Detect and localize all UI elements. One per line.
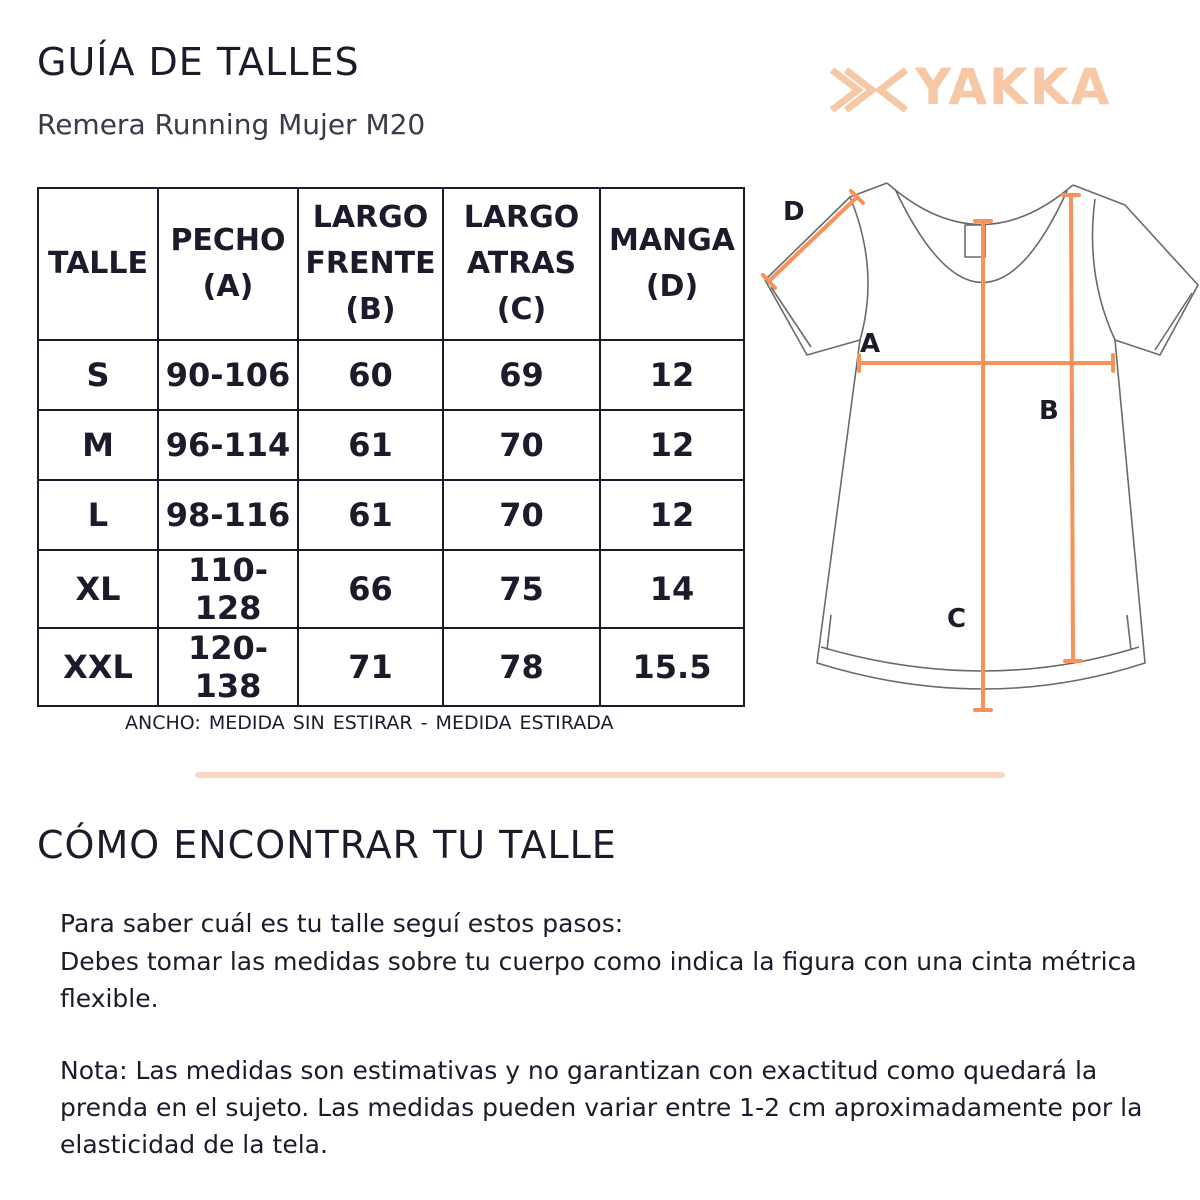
largo-atras-cell: 70 (443, 480, 600, 550)
logo-chevron-right (880, 70, 906, 110)
manga-cell: 12 (600, 340, 744, 410)
size-table-header-row (38, 188, 744, 340)
largo-atras-cell: 75 (443, 550, 600, 628)
manga-cell: 15.5 (600, 628, 744, 706)
right-sleeve-hem (1155, 293, 1192, 350)
largo-frente-cell: 61 (298, 480, 443, 550)
how-to-instructions: Debes tomar las medidas sobre tu cuerpo como indica la figura con una cinta métrica flexible. (60, 947, 1137, 1013)
side-slits (827, 615, 1131, 650)
table-row (38, 550, 744, 628)
manga-cell: 12 (600, 410, 744, 480)
right-sleeve-seam (1093, 199, 1116, 340)
table-row (38, 340, 744, 410)
manga-cell: 12 (600, 480, 744, 550)
label-b: B (1039, 396, 1059, 426)
label-a: A (860, 329, 881, 359)
table-row (38, 410, 744, 480)
size-table (37, 187, 745, 707)
size-cell: XXL (38, 628, 158, 706)
table-row (38, 628, 744, 706)
manga-cell: 14 (600, 550, 744, 628)
ancho-note: ANCHO: MEDIDA SIN ESTIRAR - MEDIDA ESTIRADA (125, 712, 614, 734)
label-d: D (783, 197, 805, 227)
pecho-cell: 90-106 (158, 340, 298, 410)
largo-frente-cell: 71 (298, 628, 443, 706)
header-largo-frente: LARGO FRENTE (B) (298, 188, 443, 340)
bottom-hem (821, 647, 1139, 671)
pecho-cell: 110-128 (158, 550, 298, 628)
product-subtitle: Remera Running Mujer M20 (37, 108, 426, 141)
size-cell: XL (38, 550, 158, 628)
largo-frente-cell: 61 (298, 410, 443, 480)
table-row (38, 480, 744, 550)
tshirt-diagram (755, 175, 1200, 720)
size-cell: M (38, 410, 158, 480)
page-title: GUÍA DE TALLES (37, 40, 360, 84)
measure-lines (763, 191, 1113, 710)
how-to-note: Nota: Las medidas son estimativas y no garantizan con exactitud como quedará la prenda en el sujeto. Las medidas pueden variar entre 1-2 cm aproximadamente por la elasticidad de la tela. (60, 1056, 1143, 1159)
label-c: C (947, 604, 967, 634)
brand-name: YAKKA (915, 58, 1112, 116)
header-manga: MANGA (D) (600, 188, 744, 340)
left-sleeve-hem (771, 287, 811, 347)
measure-b-line (1071, 195, 1073, 661)
section-divider (195, 772, 1005, 778)
header-talle: TALLE (38, 188, 158, 340)
largo-atras-cell: 78 (443, 628, 600, 706)
pecho-cell: 120-138 (158, 628, 298, 706)
header-pecho: PECHO (A) (158, 188, 298, 340)
how-to-title: CÓMO ENCONTRAR TU TALLE (37, 823, 617, 867)
largo-frente-cell: 66 (298, 550, 443, 628)
pecho-cell: 98-116 (158, 480, 298, 550)
size-cell: S (38, 340, 158, 410)
neckline-outer (887, 183, 1073, 225)
how-to-intro: Para saber cuál es tu talle seguí estos pasos: (60, 909, 624, 938)
size-cell: L (38, 480, 158, 550)
pecho-cell: 96-114 (158, 410, 298, 480)
largo-atras-cell: 69 (443, 340, 600, 410)
largo-frente-cell: 60 (298, 340, 443, 410)
largo-atras-cell: 70 (443, 410, 600, 480)
left-sleeve-seam (850, 197, 868, 340)
header-largo-atras: LARGO ATRAS (C) (443, 188, 600, 340)
